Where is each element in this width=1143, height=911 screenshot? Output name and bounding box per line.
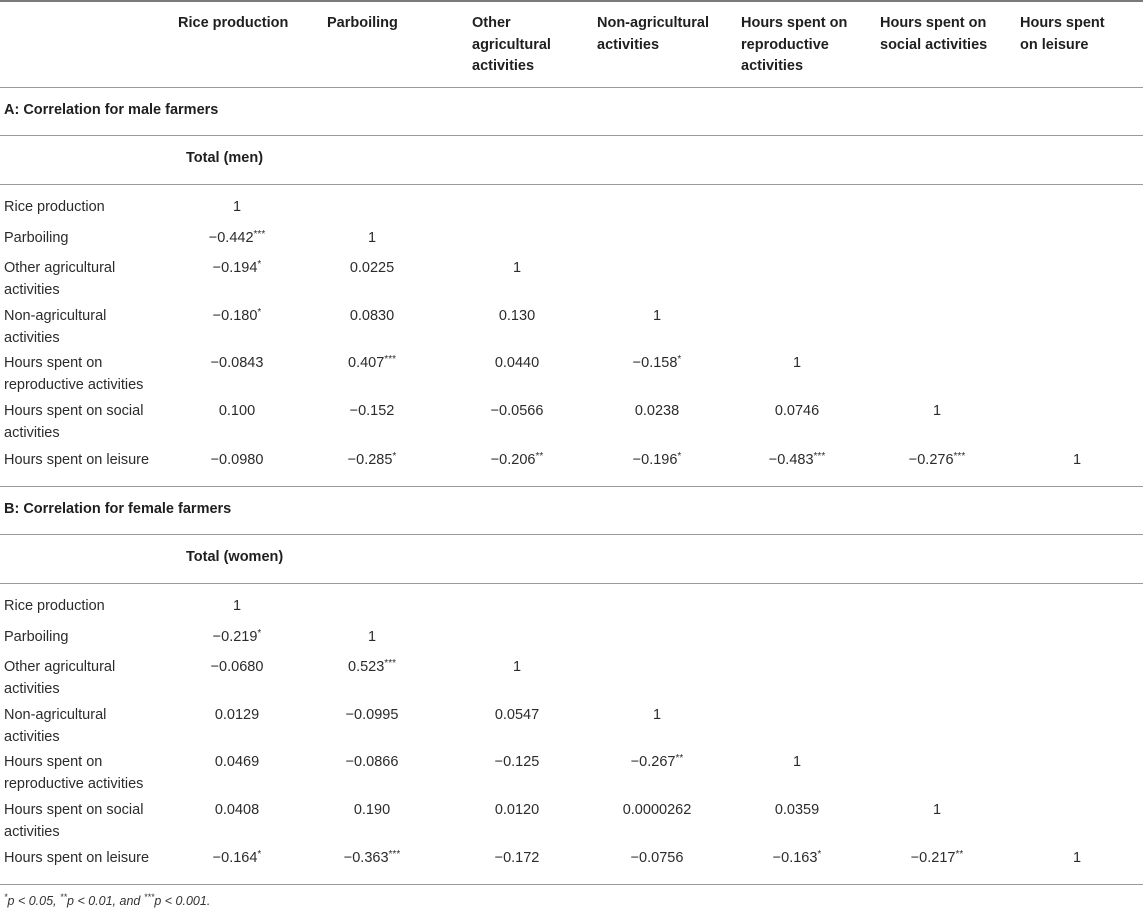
cell: −0.158* [632, 354, 682, 371]
panel-a-title: A: Correlation for male farmers [4, 102, 219, 118]
cell: 0.0120 [494, 802, 540, 818]
panel-a-row-label: Rice production [4, 199, 105, 215]
cell: −0.363*** [343, 849, 401, 866]
cell: −0.0995 [345, 707, 399, 723]
cell: 1 [792, 754, 802, 770]
column-header-parboiling: Parboiling [327, 15, 398, 31]
cell: 0.0129 [214, 707, 260, 723]
cell: −0.196* [632, 451, 682, 468]
cell: −0.0680 [210, 659, 264, 675]
cell: −0.172 [494, 850, 540, 866]
cell: 0.0408 [214, 802, 260, 818]
panel-b-row-label: Non-agricultural activities [4, 707, 107, 745]
cell: 0.130 [498, 308, 536, 324]
panel-a-bottom-rule [0, 486, 1143, 487]
panel-a-title-rule [0, 135, 1143, 136]
cell: −0.0980 [210, 452, 264, 468]
cell: 1 [367, 230, 377, 246]
panel-b-row-label: Hours spent on social activities [4, 802, 144, 840]
cell: 0.0746 [774, 403, 820, 419]
cell: −0.217** [910, 849, 964, 866]
cell: 1 [232, 598, 242, 614]
cell: 1 [367, 629, 377, 645]
panel-b-row-label: Parboiling [4, 629, 69, 645]
cell: 1 [512, 260, 522, 276]
table-top-rule [0, 0, 1143, 2]
column-header-non-agricultural: Non-agricultural activities [597, 15, 709, 53]
panel-b-row-label: Other agricultural activities [4, 659, 116, 697]
panel-a-row-label: Hours spent on leisure [4, 452, 150, 468]
cell: 0.190 [353, 802, 391, 818]
cell: 1 [652, 308, 662, 324]
cell: −0.0866 [345, 754, 399, 770]
panel-b-total-label: Total (women) [186, 549, 284, 565]
footnote: *p < 0.05, **p < 0.01, and ***p < 0.001. [4, 892, 211, 909]
cell: 0.0469 [214, 754, 260, 770]
cell: −0.0843 [210, 355, 264, 371]
cell: 1 [652, 707, 662, 723]
cell: 0.100 [218, 403, 256, 419]
column-header-other-agricultural: Other agricultural activities [472, 15, 551, 74]
cell: 0.0440 [494, 355, 540, 371]
cell: −0.180* [212, 307, 262, 324]
cell: 0.0547 [494, 707, 540, 723]
cell: 0.0359 [774, 802, 820, 818]
header-bottom-rule [0, 87, 1143, 88]
cell: 1 [932, 802, 942, 818]
panel-a-total-rule [0, 184, 1143, 185]
cell: −0.164* [212, 849, 262, 866]
cell: −0.219* [212, 628, 262, 645]
panel-a-total-label: Total (men) [186, 150, 264, 166]
cell: 0.0000262 [622, 802, 692, 818]
cell: 1 [512, 659, 522, 675]
cell: −0.267** [630, 753, 684, 770]
cell: 0.407*** [348, 354, 396, 371]
cell: 0.0225 [349, 260, 395, 276]
cell: 1 [792, 355, 802, 371]
panel-a-row-label: Hours spent on reproductive activities [4, 355, 144, 393]
cell: 1 [932, 403, 942, 419]
table-bottom-rule [0, 884, 1143, 885]
cell: −0.163* [772, 849, 822, 866]
panel-b-row-label: Hours spent on leisure [4, 850, 150, 866]
cell: −0.483*** [768, 451, 826, 468]
column-header-leisure: Hours spent on leisure [1020, 15, 1105, 53]
cell: 0.0238 [634, 403, 680, 419]
cell: −0.194* [212, 259, 262, 276]
cell: −0.0566 [490, 403, 544, 419]
cell: −0.125 [494, 754, 540, 770]
cell: −0.152 [349, 403, 395, 419]
cell: −0.0756 [630, 850, 684, 866]
cell: 0.523*** [348, 658, 396, 675]
panel-b-row-label: Hours spent on reproductive activities [4, 754, 144, 792]
panel-b-title-rule [0, 534, 1143, 535]
cell: −0.206** [490, 451, 544, 468]
cell: −0.276*** [908, 451, 966, 468]
cell: −0.285* [347, 451, 397, 468]
panel-b-row-label: Rice production [4, 598, 105, 614]
column-header-social: Hours spent on social activities [880, 15, 988, 53]
panel-a-row-label: Parboiling [4, 230, 69, 246]
column-header-reproductive: Hours spent on reproductive activities [741, 15, 848, 74]
cell: 0.0830 [349, 308, 395, 324]
panel-a-row-label: Other agricultural activities [4, 260, 116, 298]
panel-b-total-rule [0, 583, 1143, 584]
column-header-rice-production: Rice production [178, 15, 289, 31]
panel-a-row-label: Hours spent on social activities [4, 403, 144, 441]
panel-a-row-label: Non-agricultural activities [4, 308, 107, 346]
panel-b-title: B: Correlation for female farmers [4, 501, 232, 517]
cell: 1 [232, 199, 242, 215]
cell: 1 [1072, 850, 1082, 866]
cell: −0.442*** [208, 229, 266, 246]
cell: 1 [1072, 452, 1082, 468]
